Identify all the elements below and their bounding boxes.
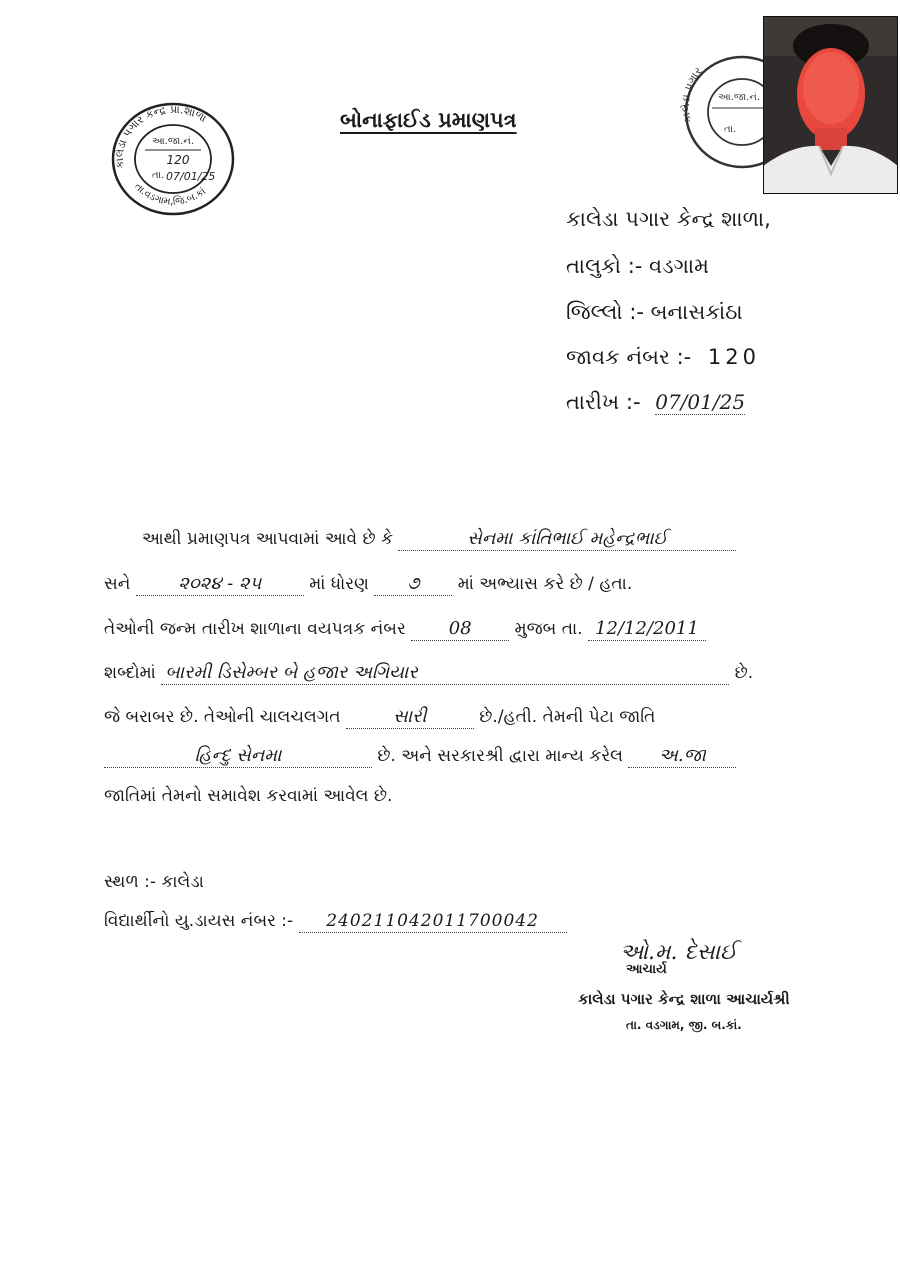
stamp-left-number: 120 — [166, 153, 190, 167]
outward-number-value: 120 — [707, 345, 761, 369]
principal-title-stamp: આચાર્ય — [626, 962, 667, 977]
principal-address-stamp: તા. વડગામ, જી. બ.કાં. — [626, 1018, 742, 1032]
body-l1-text: આથી પ્રમાણપત્ર આપવામાં આવે છે કે — [142, 529, 393, 549]
body-l4-prefix: શબ્દોમાં — [104, 663, 156, 683]
body-line-1 — [142, 528, 736, 551]
school-stamp-left — [108, 98, 238, 220]
body-l2-prefix: સને — [104, 574, 131, 594]
school-name: કાલેડા પગાર કેન્દ્ર શાળા, — [566, 207, 771, 231]
district-line: જિલ્લો :- બનાસકાંઠા — [566, 300, 743, 324]
place-label: સ્થળ :- — [104, 872, 156, 892]
stamp-left-bottom-text: તા.વડગામ,જિ.બ.કાં — [132, 181, 209, 208]
taluka-line: તાલુકો :- વડગામ — [566, 254, 709, 278]
date-label: તારીખ :- — [566, 390, 641, 414]
stamp-right-date-label: તા. — [724, 124, 737, 135]
stamp-school-line: કાલેડા પગાર કેન્દ્ર શાળા — [578, 990, 721, 1008]
student-name-field: સેનમા કાંતિભાઈ મહેન્દ્રભાઈ — [398, 528, 736, 551]
body-l4-suffix: છે. — [734, 663, 754, 683]
outward-number-label: જાવક નંબર :- — [566, 345, 692, 369]
student-photo — [763, 16, 898, 194]
body-l3-prefix: તેઓની જન્મ તારીખ શાળાના વયપત્રક નંબર — [104, 619, 406, 639]
date-value: 07/01/25 — [655, 390, 746, 414]
body-line-3 — [104, 618, 706, 641]
birth-date-field: 12/12/2011 — [588, 618, 706, 641]
standard-field: ૭ — [374, 573, 452, 596]
place-value: કાલેડા — [161, 872, 204, 892]
body-l2-mid: માં ધોરણ — [309, 574, 369, 594]
udise-line — [104, 910, 567, 933]
place-line — [104, 872, 204, 892]
stamp-left-date: 07/01/25 — [166, 170, 216, 183]
stamp-right-center-top: આ.જા.નં. — [718, 92, 761, 103]
body-line-2 — [104, 573, 632, 596]
academic-year-field: ૨૦૨૪ - ૨૫ — [136, 573, 304, 596]
body-line-5 — [104, 706, 655, 729]
svg-text:કાલેડા પગાર — [680, 64, 705, 124]
certificate-title: બોનાફાઈડ પ્રમાણપત્ર — [340, 108, 517, 132]
date-line — [566, 390, 745, 415]
udise-number-field: 240211042011700042 — [299, 910, 567, 933]
stamp-right-ring-text: કાલેડા પગાર — [680, 64, 705, 125]
signature-handwriting: ઓ.મ. દેસાઈ — [620, 940, 737, 965]
body-l3-mid: મુજબ તા. — [514, 619, 583, 639]
body-l5-suffix: છે./હતી. તેમની પેટા જાતિ — [479, 707, 656, 727]
udise-label: વિદ્યાર્થીનો યુ.ડાયસ નંબર :- — [104, 911, 294, 931]
body-line-4 — [104, 662, 753, 685]
principal-school-stamp — [578, 990, 790, 1008]
body-line-6 — [104, 745, 736, 768]
register-number-field: 08 — [411, 618, 509, 641]
category-field: અ.જા — [628, 745, 736, 768]
stamp-left-ring-text: કાલેડા પગાર કેન્દ્ર પ્રા.શાળા — [112, 102, 209, 170]
outward-number-line — [566, 345, 760, 370]
subcaste-field: હિન્દુ સેનમા — [104, 745, 372, 768]
stamp-left-center-top: આ.જા.નં. — [151, 136, 195, 147]
birth-date-words-field: બારમી ડિસેમ્બર બે હજાર અગિયાર — [161, 662, 729, 685]
conduct-field: સારી — [346, 706, 474, 729]
body-l2-suffix: માં અભ્યાસ કરે છે / હતા. — [457, 574, 633, 594]
body-l5-prefix: જે બરાબર છે. તેઓની ચાલચલગત — [104, 707, 341, 727]
stamp-principal-line: આચાર્યશ્રી — [726, 990, 790, 1008]
stamp-left-date-label: તા. — [152, 170, 165, 181]
body-line-7: જાતિમાં તેમનો સમાવેશ કરવામાં આવેલ છે. — [104, 786, 393, 806]
body-l6-mid: છે. અને સરકારશ્રી દ્વારા માન્ય કરેલ — [377, 746, 623, 766]
